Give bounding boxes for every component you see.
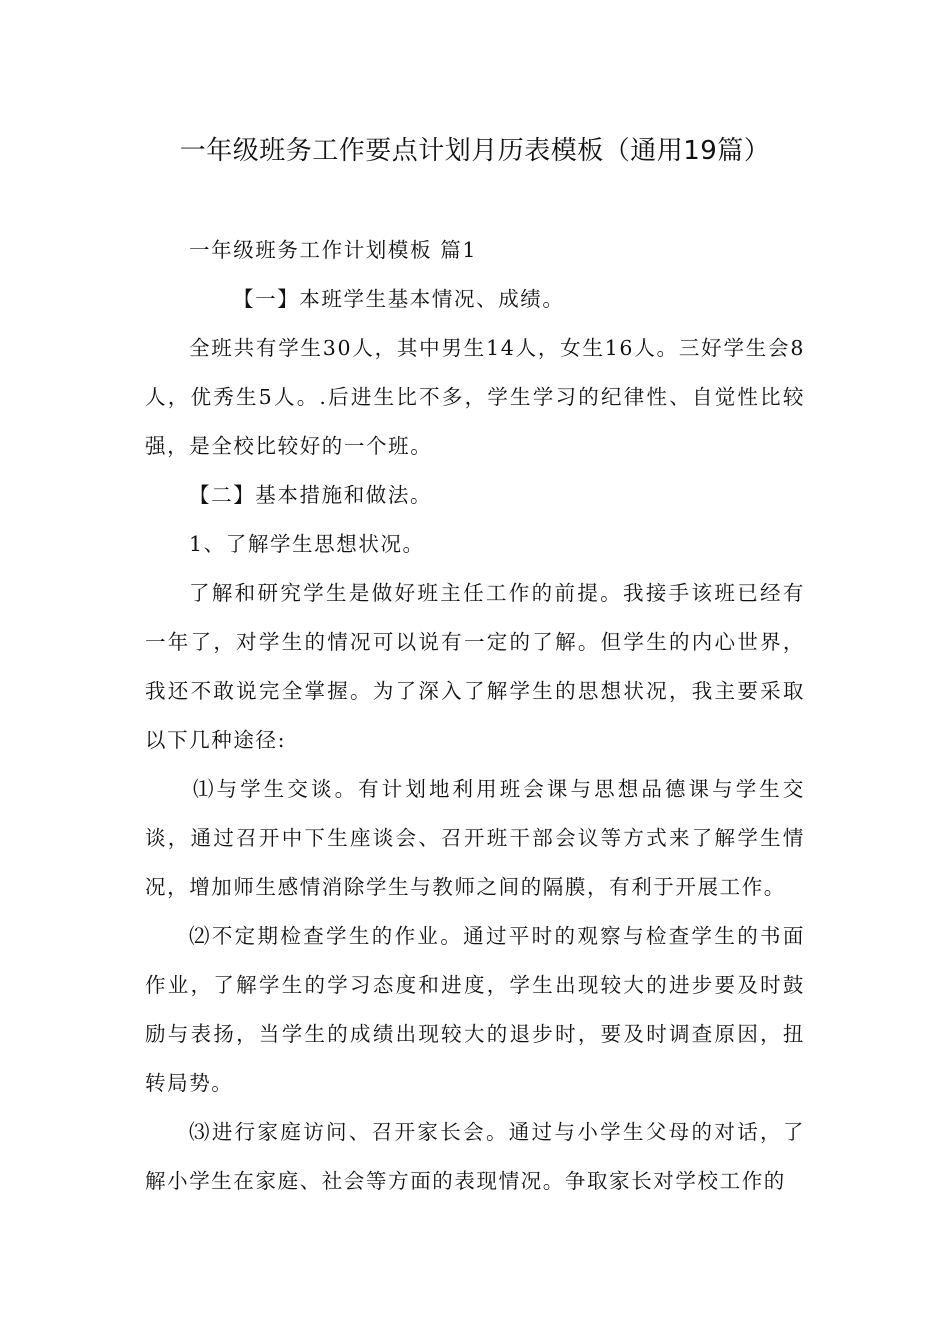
paragraph-class-info: 全班共有学生30人，其中男生14人，女生16人。三好学生会8人，优秀生5人。.后进生比不多，学生学习的纪律性、自觉性比较强，是全校比较好的一个班。 <box>145 336 805 458</box>
paragraph-understanding: 了解和研究学生是做好班主任工作的前提。我接手该班已经有一年了，对学生的情况可以说有一定的了解。但学生的内心世界，我还不敢说完全掌握。为了深入了解学生的思想状况，我主要采取以下几种途径: <box>145 581 805 752</box>
document-title: 一年级班务工作要点计划月历表模板（通用19篇） <box>179 136 771 166</box>
section-heading: 一年级班务工作计划模板 篇1 <box>189 238 477 262</box>
paragraph-talk-with-students: ⑴与学生交谈。有计划地利用班会课与思想品德课与学生交谈，通过召开中下生座谈会、召开班干部会议等方式来了解学生情况，增加师生感情消除学生与教师之间的隔膜，有利于开展工作。 <box>145 777 805 899</box>
section-point-1: 【一】本班学生基本情况、成绩。 <box>233 287 565 311</box>
section-point-2: 【二】基本措施和做法。 <box>189 483 433 507</box>
paragraph-check-homework: ⑵不定期检查学生的作业。通过平时的观察与检查学生的书面作业，了解学生的学习态度和进度，学生出现较大的进步要及时鼓励与表扬，当学生的成绩出现较大的退步时，要及时调查原因，扭转局势。 <box>145 924 805 1095</box>
paragraph-home-visits: ⑶进行家庭访问、召开家长会。通过与小学生父母的对话，了解小学生在家庭、社会等方面的表现情况。争取家长对学校工作的 <box>145 1120 805 1193</box>
document-body <box>145 226 805 1206</box>
subpoint-understand-students: 1、了解学生思想状况。 <box>189 532 425 556</box>
